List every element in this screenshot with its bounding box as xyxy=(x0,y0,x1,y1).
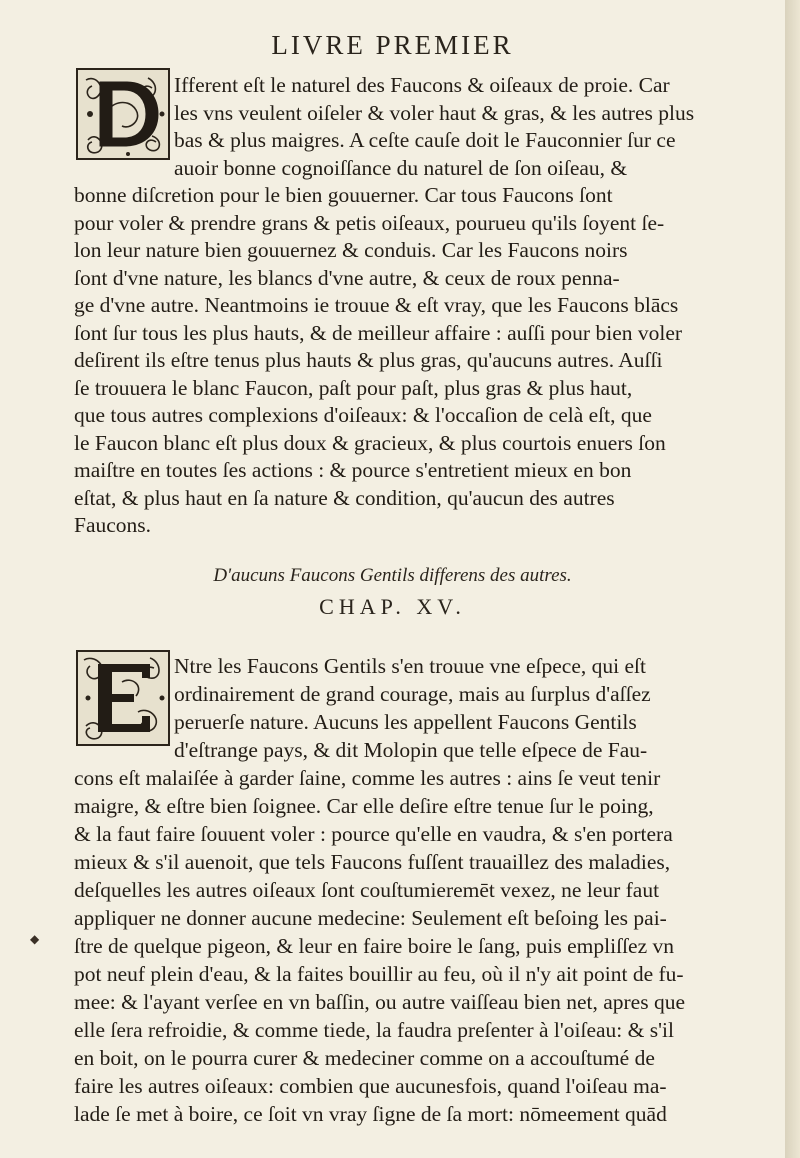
text-line: eſtat, & plus haut en ſa nature & condition, qu'aucun des autres xyxy=(74,485,615,510)
text-line: ſont ſur tous les plus hauts, & de meilleur affaire : auſſi pour bien voler xyxy=(74,320,683,345)
text-line: mieux & s'il auenoit, que tels Faucons fuſſent trauaillez des maladies, xyxy=(74,850,671,874)
text-line: lon leur nature bien gouuernez & conduis. Car les Faucons noirs xyxy=(74,238,628,262)
chapter-title: D'aucuns Faucons Gentils differens des autres. xyxy=(213,565,572,586)
text-line: ge d'vne autre. Neantmoins ie trouue & eſt vray, que les Faucons blācs xyxy=(74,293,679,317)
paragraph-1 xyxy=(74,72,764,540)
text-line: ſont d'vne nature, les blancs d'vne autre, & ceux de roux penna- xyxy=(74,265,620,290)
text-line: faire les autres oiſeaux: combien que aucunesfois, quand l'oiſeau ma- xyxy=(74,1074,667,1098)
text-line: auoir bonne cognoiſſance du naturel de ſon oiſeau, & xyxy=(174,155,628,180)
margin-mark: ◆ xyxy=(30,932,40,946)
text-line: d'eſtrange pays, & dit Molopin que telle eſpece de Fau- xyxy=(174,738,648,762)
text-line: en boit, on le pourra curer & medeciner comme on a accouſtumé de xyxy=(74,1046,655,1070)
text-line: & la faut faire ſouuent voler : pource qu'elle en vaudra, & s'en portera xyxy=(74,822,673,846)
text-line: ordinairement de grand courage, mais au ſurplus d'aſſez xyxy=(174,682,651,706)
chapter-number: CHAP. XV. xyxy=(319,594,466,619)
text-line: Faucons. xyxy=(74,513,152,537)
text-line: maiſtre en toutes ſes actions : & pource s'entretient mieux en bon xyxy=(74,458,632,482)
text-line: ſe trouuera le blanc Faucon, paſt pour paſt, plus gras & plus haut, xyxy=(74,375,633,400)
text-line: maigre, & eſtre bien ſoignee. Car elle deſire eſtre tenue ſur le poing, xyxy=(74,794,654,818)
text-line: pot neuf plein d'eau, & la faites bouillir au feu, où il n'y ait point de fu- xyxy=(74,962,684,986)
text-line: les vns veulent oiſeler & voler haut & gras, & les autres plus xyxy=(174,100,695,125)
text-line: peruerſe nature. Aucuns les appellent Faucons Gentils xyxy=(174,710,637,734)
page-edge xyxy=(785,0,800,1158)
text-line: Ntre les Faucons Gentils s'en trouue vne eſpece, qui eſt xyxy=(174,654,646,678)
text-line: le Faucon blanc eſt plus doux & gracieux, & plus courtois enuers ſon xyxy=(74,430,666,455)
text-line: deſirent ils eſtre tenus plus hauts & plus gras, qu'aucuns autres. Auſſi xyxy=(74,348,663,372)
text-line: bonne diſcretion pour le bien gouuerner. Car tous Faucons ſont xyxy=(74,183,613,207)
text-line: cons eſt malaiſée à garder ſaine, comme les autres : ains ſe veut tenir xyxy=(74,766,661,790)
paragraph-2 xyxy=(74,652,764,1128)
text-line: Ifferent eſt le naturel des Faucons & oiſeaux de proie. Car xyxy=(174,73,670,97)
text-line: deſquelles les autres oiſeaux ſont couſtumieremēt vexez, ne leur faut xyxy=(74,878,660,902)
text-line: que tous autres complexions d'oiſeaux: & l'occaſion de celà eſt, que xyxy=(74,403,652,427)
text-line: mee: & l'ayant verſee en vn baſſin, ou autre vaiſſeau bien net, apres que xyxy=(74,990,686,1014)
text-line: bas & plus maigres. A ceſte cauſe doit le Fauconnier ſur ce xyxy=(174,128,676,152)
text-line: elle ſera refroidie, & comme tiede, la faudra preſenter à l'oiſeau: & s'il xyxy=(74,1018,674,1042)
text-line: lade ſe met à boire, ce ſoit vn vray ſigne de ſa mort: nōmeement quād xyxy=(74,1102,667,1126)
running-head: LIVRE PREMIER xyxy=(271,30,514,60)
text-line: appliquer ne donner aucune medecine: Seulement eſt beſoing les pai- xyxy=(74,906,667,930)
text-line: ſtre de quelque pigeon, & leur en faire boire le ſang, puis empliſſez vn xyxy=(74,934,675,958)
text-line: pour voler & prendre grans & petis oiſeaux, pourueu qu'ils ſoyent ſe- xyxy=(74,210,665,235)
